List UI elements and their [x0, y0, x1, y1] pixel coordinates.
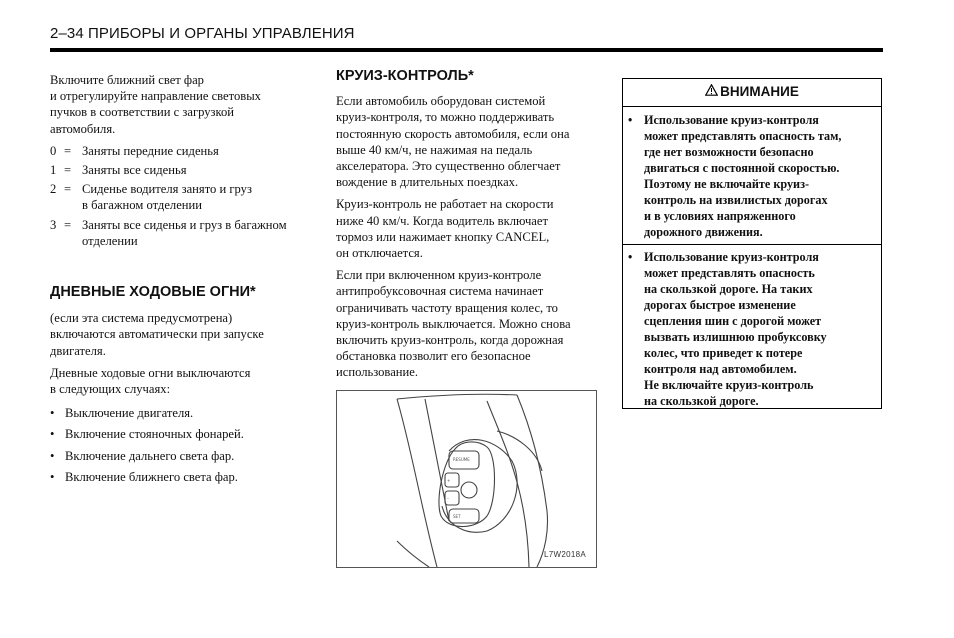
column-middle [336, 68, 601, 387]
drl-off-list [50, 405, 315, 485]
bullet: • [50, 427, 55, 442]
svg-text:RESUME: RESUME [453, 457, 470, 462]
warning-box [622, 78, 882, 409]
occupancy-item [50, 143, 315, 159]
list-item [50, 405, 315, 421]
cruise-paragraph-2: Круиз-контроль не работает на скорости ниже 40 км/ч. Когда водитель включает тормоз или нажимает кнопку CANCEL, он отключается. [336, 197, 554, 261]
headlight-intro: Включите ближний свет фар и отрегулируйте направление световых пучков в соответствии с загрузкой автомобиля. [50, 73, 261, 136]
bullet: • [50, 448, 55, 463]
warning-title-text: ВНИМАНИЕ [720, 84, 799, 100]
column-right [622, 78, 884, 409]
warning-triangle-icon [705, 84, 718, 100]
svg-text:+: + [447, 478, 451, 483]
list-item-text: Включение дальнего света фар. [65, 448, 235, 463]
occupancy-item [50, 181, 315, 213]
cruise-control-switch-drawing [337, 391, 596, 567]
occupancy-list [50, 143, 315, 249]
drl-paragraph-2: Дневные ходовые огни выключаются в следующих случаях: [50, 365, 251, 397]
occupancy-code: 0 [50, 143, 57, 158]
occupancy-code: 2 [50, 182, 57, 197]
svg-text:SET: SET [453, 514, 461, 519]
warning-item [623, 112, 881, 240]
cruise-paragraph-3: Если при включенном круиз-контроле антипробуксовочная система начинает ограничивать частоту вращения колес, то круиз-контроль выключается. Можно снова включить круиз-контроль, когда дорожная обстановка позволит его безопасное использование. [336, 268, 571, 380]
occupancy-code: 3 [50, 217, 57, 232]
equals-sign: = [64, 143, 72, 158]
warning-item-text: Использование круиз-контроля может представлять опасность на скользкой дороге. На таких дорогах быстрое изменение сцепления шин с дорогой может вызвать излишнюю пробуксовку колес, что приведет к потере контроля над автомобилем. Не включайте круиз-контроль на скользкой дороге. [644, 250, 827, 408]
equals-sign: = [64, 217, 72, 232]
list-item-text: Включение стояночных фонарей. [65, 427, 244, 442]
occupancy-text: Сиденье водителя занято и груз в багажном отделении [82, 182, 252, 213]
list-item [50, 469, 315, 485]
bullet: • [50, 469, 55, 484]
occupancy-text: Заняты все сиденья и груз в багажном отделении [82, 217, 287, 248]
equals-sign: = [64, 163, 72, 178]
list-item-text: Выключение двигателя. [65, 406, 194, 421]
occupancy-code: 1 [50, 163, 57, 178]
equals-sign: = [64, 182, 72, 197]
warning-title [623, 79, 881, 107]
warning-item-text: Использование круиз-контроля может представлять опасность там, где нет возможности безопасно двигаться с постоянной скоростью. Поэтому не включайте круиз- контроль на извилистых дорогах и в условиях напряженного дорожного движения. [644, 113, 842, 239]
occupancy-text: Заняты передние сиденья [82, 143, 219, 158]
header-rule [50, 48, 883, 52]
bullet: • [628, 250, 633, 264]
drl-paragraph-1: (если эта система предусмотрена) включаются автоматически при запуске двигателя. [50, 311, 264, 358]
steering-wheel-illustration [336, 390, 597, 568]
bullet: • [628, 113, 633, 127]
figure-label: L7W2018A [544, 550, 586, 559]
list-item [50, 448, 315, 464]
list-item-text: Включение ближнего света фар. [65, 469, 238, 484]
occupancy-text: Заняты все сиденья [82, 163, 187, 178]
occupancy-item [50, 217, 315, 249]
svg-text:–: – [447, 496, 449, 501]
list-item [50, 426, 315, 442]
drl-heading: ДНЕВНЫЕ ХОДОВЫЕ ОГНИ* [50, 284, 256, 301]
cruise-paragraph-1: Если автомобиль оборудован системой круиз-контроля, то можно поддерживать постоянную скорость автомобиля, если она выше 40 км/ч, не нажимая на педаль акселератора. Это существенно облегчает вождение в длительных поездках. [336, 94, 570, 190]
warning-items [623, 107, 881, 409]
bullet: • [50, 406, 55, 421]
page-header: 2–34 ПРИБОРЫ И ОРГАНЫ УПРАВЛЕНИЯ [50, 25, 355, 42]
occupancy-item [50, 162, 315, 178]
warning-item [623, 249, 881, 409]
column-left [50, 72, 315, 490]
warning-divider [623, 244, 881, 245]
cruise-heading: КРУИЗ-КОНТРОЛЬ* [336, 68, 474, 84]
